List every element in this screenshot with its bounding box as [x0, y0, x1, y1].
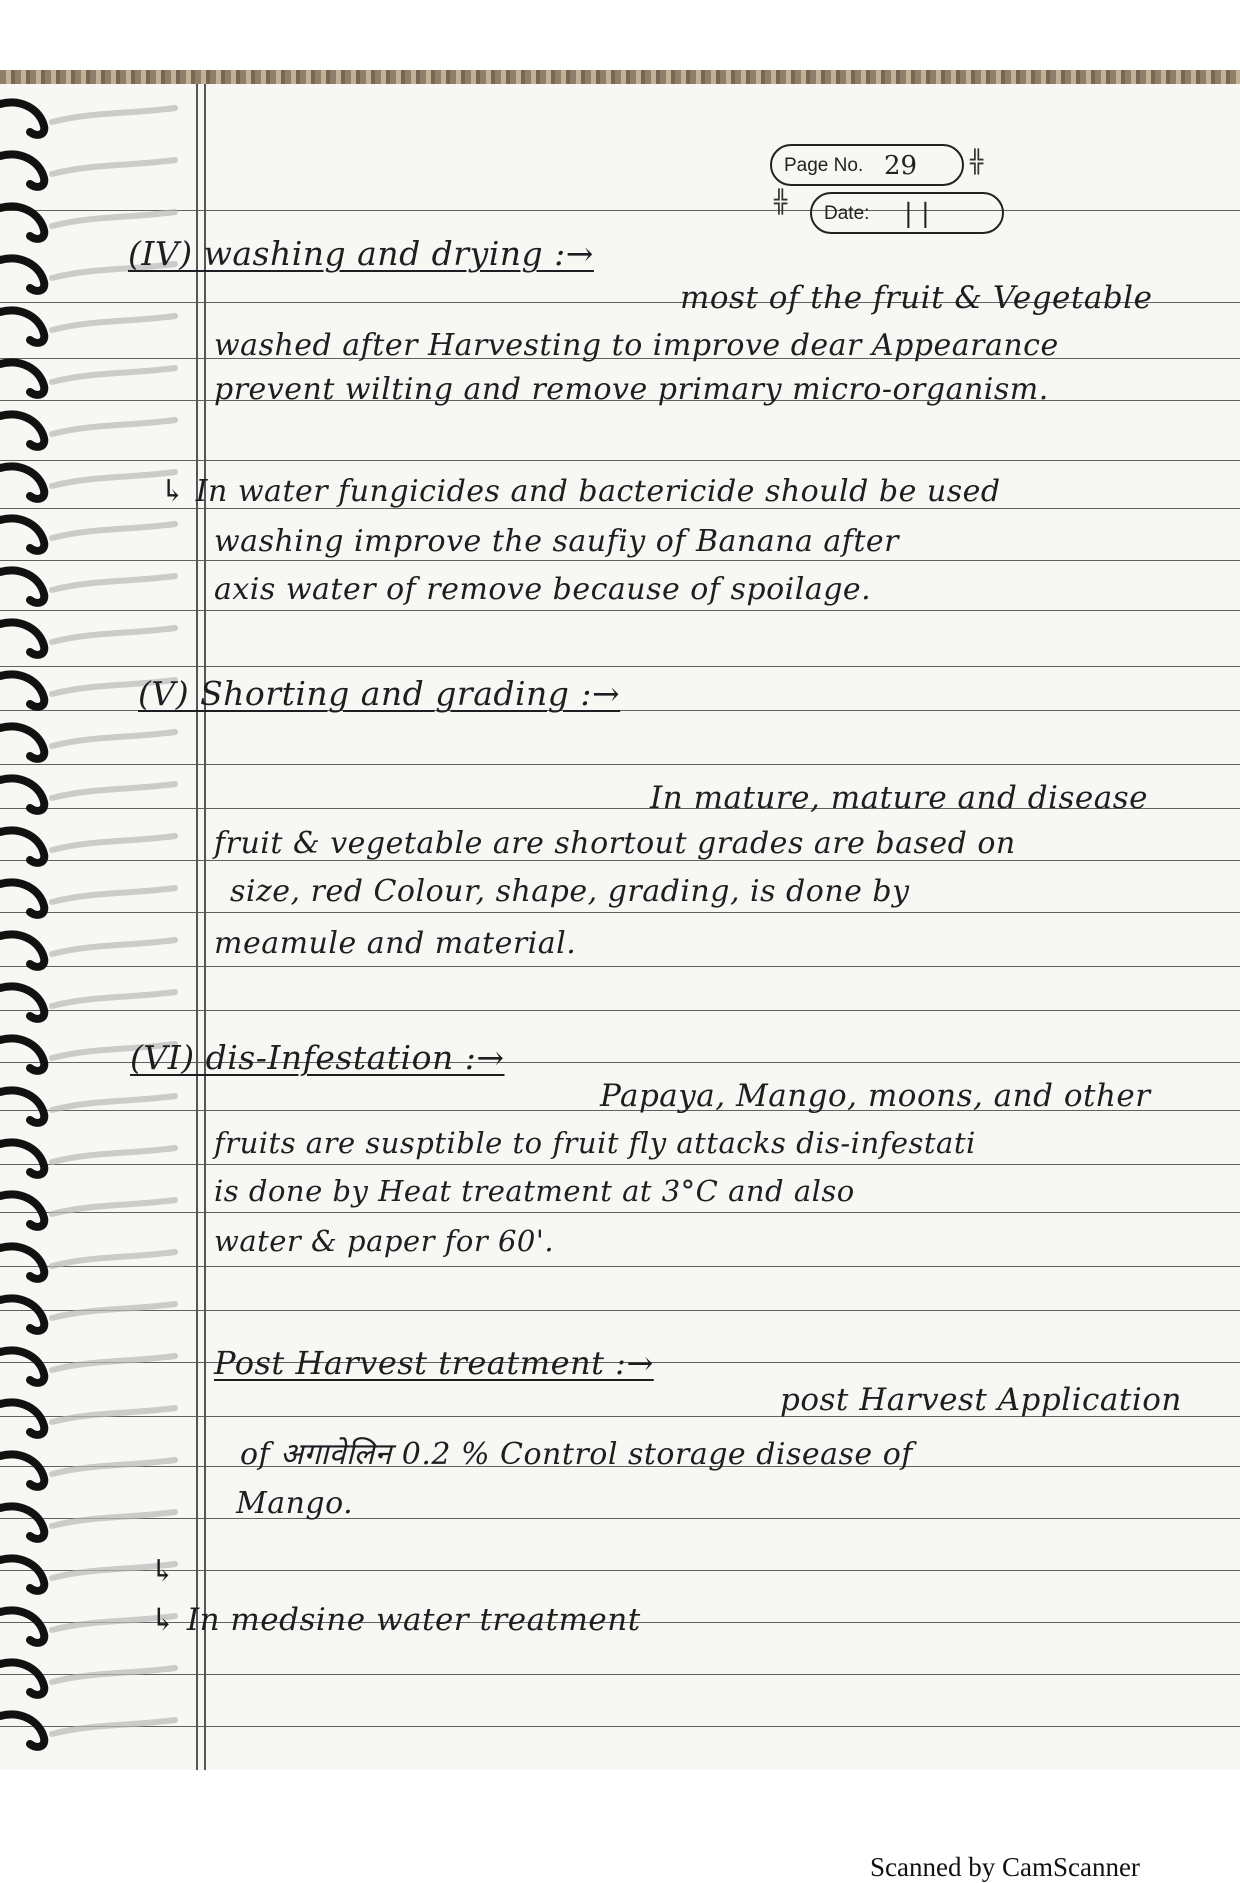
text-line: Papaya, Mango, moons, and other	[600, 1078, 1151, 1114]
page-number-value: 29	[884, 151, 918, 181]
text-line: is done by Heat treatment at 3°C and also	[214, 1174, 855, 1208]
text-line: of अगावेलिन 0.2 % Control storage disease of	[240, 1437, 913, 1472]
corner-decoration-icon: ╬	[774, 190, 788, 215]
section-heading-washing: (IV) washing and drying :→	[128, 234, 594, 273]
text-line: washed after Harvesting to improve dear Appearance	[214, 328, 1059, 363]
page-top-edge	[0, 70, 1240, 84]
page-info-box	[770, 144, 1060, 244]
section-heading-sorting: (V) Shorting and grading :→	[138, 674, 621, 713]
text-line: Mango.	[236, 1486, 354, 1521]
date-label: Date:	[824, 203, 870, 224]
corner-decoration-icon: ╬	[970, 150, 984, 175]
text-line: fruit & vegetable are shortout grades are based on	[214, 826, 1016, 861]
text-line: prevent wilting and remove primary micro-organism.	[214, 372, 1049, 407]
text-line: water & paper for 60'.	[214, 1224, 555, 1258]
section-heading-disinfestation: (VI) dis-Infestation :→	[130, 1038, 505, 1077]
text-line: fruits are susptible to fruit fly attacks dis-infestati	[214, 1126, 976, 1160]
date-value: | |	[904, 199, 930, 229]
scanner-watermark: Scanned by CamScanner	[870, 1852, 1140, 1882]
notebook-paper	[0, 70, 1240, 1770]
text-line: size, red Colour, shape, grading, is done by	[230, 874, 910, 909]
margin-line	[204, 84, 206, 1770]
margin-line	[196, 84, 198, 1770]
text-line: most of the fruit & Vegetable	[680, 280, 1153, 316]
text-line: ↳	[150, 1554, 176, 1589]
section-heading-post-harvest: Post Harvest treatment :→	[214, 1344, 654, 1382]
text-line: post Harvest Application	[780, 1382, 1182, 1418]
text-line: ↳ In medsine water treatment	[150, 1602, 641, 1638]
date-field	[810, 192, 1004, 234]
text-line: ↳ In water fungicides and bactericide should be used	[160, 474, 1001, 509]
page-number-label: Page No.	[784, 155, 864, 176]
spiral-binding	[0, 84, 190, 1770]
text-line: meamule and material.	[214, 926, 577, 961]
page-number-field	[770, 144, 964, 186]
text-line: axis water of remove because of spoilage.	[214, 572, 872, 607]
text-line: In mature, mature and disease	[650, 780, 1148, 816]
text-line: washing improve the saufiy of Banana after	[214, 524, 899, 559]
